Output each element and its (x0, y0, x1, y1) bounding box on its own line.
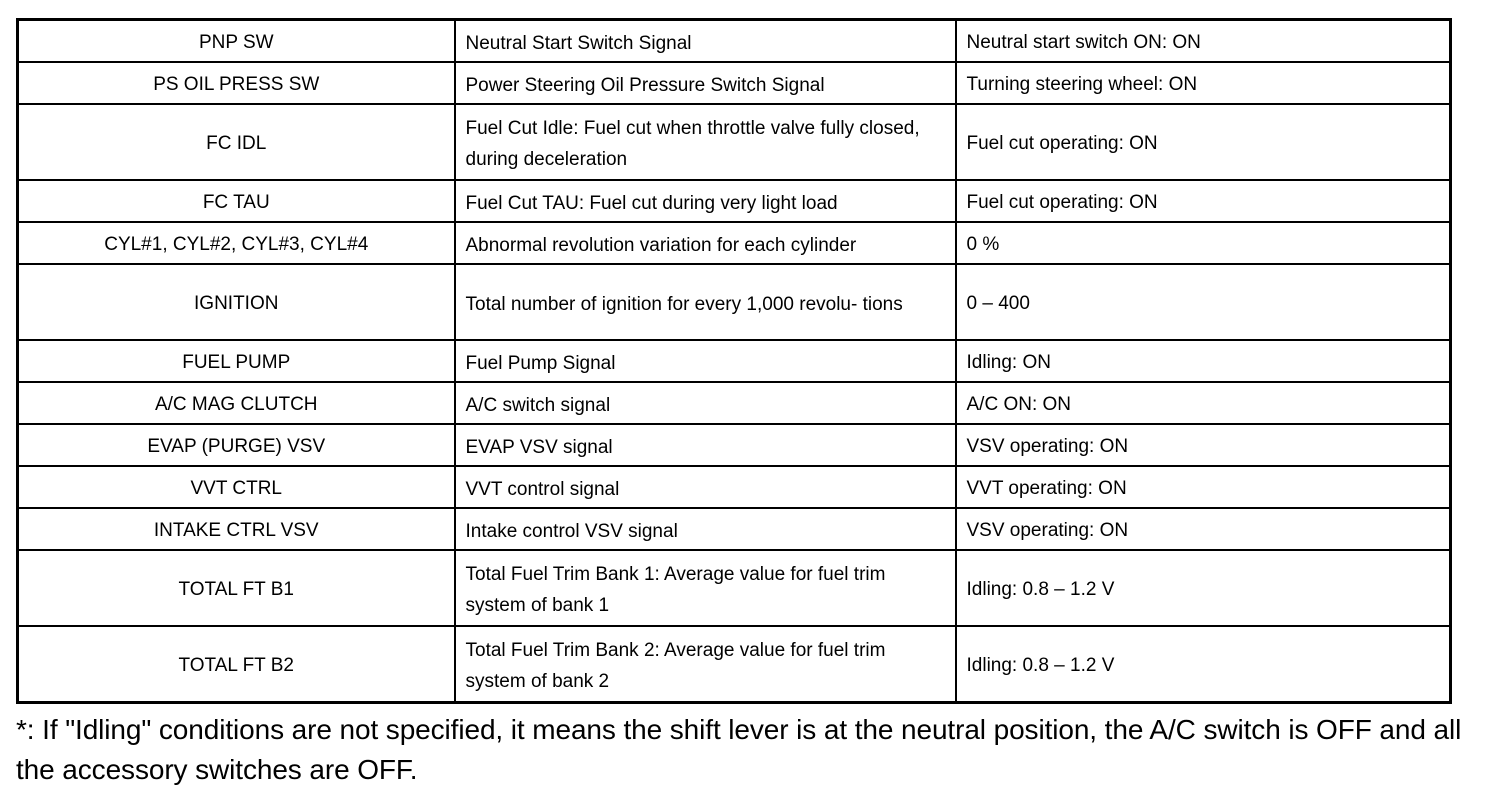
condition-cell: A/C ON: ON (956, 382, 1451, 424)
description-cell: Intake control VSV signal (455, 508, 956, 550)
description-cell: Fuel Cut TAU: Fuel cut during very light load (455, 180, 956, 222)
footnote: *: If "Idling" conditions are not specified, it means the shift lever is at the neutral position, the A/C switch is OFF and all the accessory switches are OFF. (16, 714, 1462, 785)
item-cell: CYL#1, CYL#2, CYL#3, CYL#4 (18, 222, 455, 264)
item-cell: IGNITION (18, 264, 455, 340)
item-cell: VVT CTRL (18, 466, 455, 508)
item-cell: PS OIL PRESS SW (18, 62, 455, 104)
table-row (18, 180, 1451, 222)
table-row (18, 508, 1451, 550)
table-body (18, 20, 1451, 703)
item-cell: FUEL PUMP (18, 340, 455, 382)
table-row (18, 424, 1451, 466)
description-cell: Abnormal revolution variation for each cylinder (455, 222, 956, 264)
table-row (18, 264, 1451, 340)
table-row (18, 626, 1451, 702)
item-cell: FC IDL (18, 104, 455, 180)
condition-cell: Idling: 0.8 – 1.2 V (956, 626, 1451, 702)
table-row (18, 340, 1451, 382)
table-row (18, 20, 1451, 63)
condition-cell: Idling: 0.8 – 1.2 V (956, 550, 1451, 626)
table-row (18, 62, 1451, 104)
condition-cell: Idling: ON (956, 340, 1451, 382)
condition-cell: VVT operating: ON (956, 466, 1451, 508)
item-cell: INTAKE CTRL VSV (18, 508, 455, 550)
item-cell: TOTAL FT B2 (18, 626, 455, 702)
item-cell: FC TAU (18, 180, 455, 222)
condition-cell: 0 – 400 (956, 264, 1451, 340)
condition-cell: 0 % (956, 222, 1451, 264)
description-cell: VVT control signal (455, 466, 956, 508)
condition-cell: Fuel cut operating: ON (956, 104, 1451, 180)
description-cell: EVAP VSV signal (455, 424, 956, 466)
description-cell: Fuel Pump Signal (455, 340, 956, 382)
description-cell: Neutral Start Switch Signal (455, 20, 956, 63)
item-cell: PNP SW (18, 20, 455, 63)
item-cell: A/C MAG CLUTCH (18, 382, 455, 424)
description-cell: Total number of ignition for every 1,000 revolu- tions (455, 264, 956, 340)
item-cell: TOTAL FT B1 (18, 550, 455, 626)
condition-cell: Turning steering wheel: ON (956, 62, 1451, 104)
table-row (18, 550, 1451, 626)
table-row (18, 382, 1451, 424)
condition-cell: Neutral start switch ON: ON (956, 20, 1451, 63)
table-row (18, 222, 1451, 264)
item-cell: EVAP (PURGE) VSV (18, 424, 455, 466)
description-cell: Fuel Cut Idle: Fuel cut when throttle valve fully closed, during deceleration (455, 104, 956, 180)
table-row (18, 466, 1451, 508)
condition-cell: VSV operating: ON (956, 508, 1451, 550)
condition-cell: Fuel cut operating: ON (956, 180, 1451, 222)
condition-cell: VSV operating: ON (956, 424, 1451, 466)
description-cell: Total Fuel Trim Bank 2: Average value for fuel trim system of bank 2 (455, 626, 956, 702)
table-row (18, 104, 1451, 180)
description-cell: Power Steering Oil Pressure Switch Signal (455, 62, 956, 104)
description-cell: A/C switch signal (455, 382, 956, 424)
description-cell: Total Fuel Trim Bank 1: Average value for fuel trim system of bank 1 (455, 550, 956, 626)
data-list-table (16, 18, 1452, 704)
